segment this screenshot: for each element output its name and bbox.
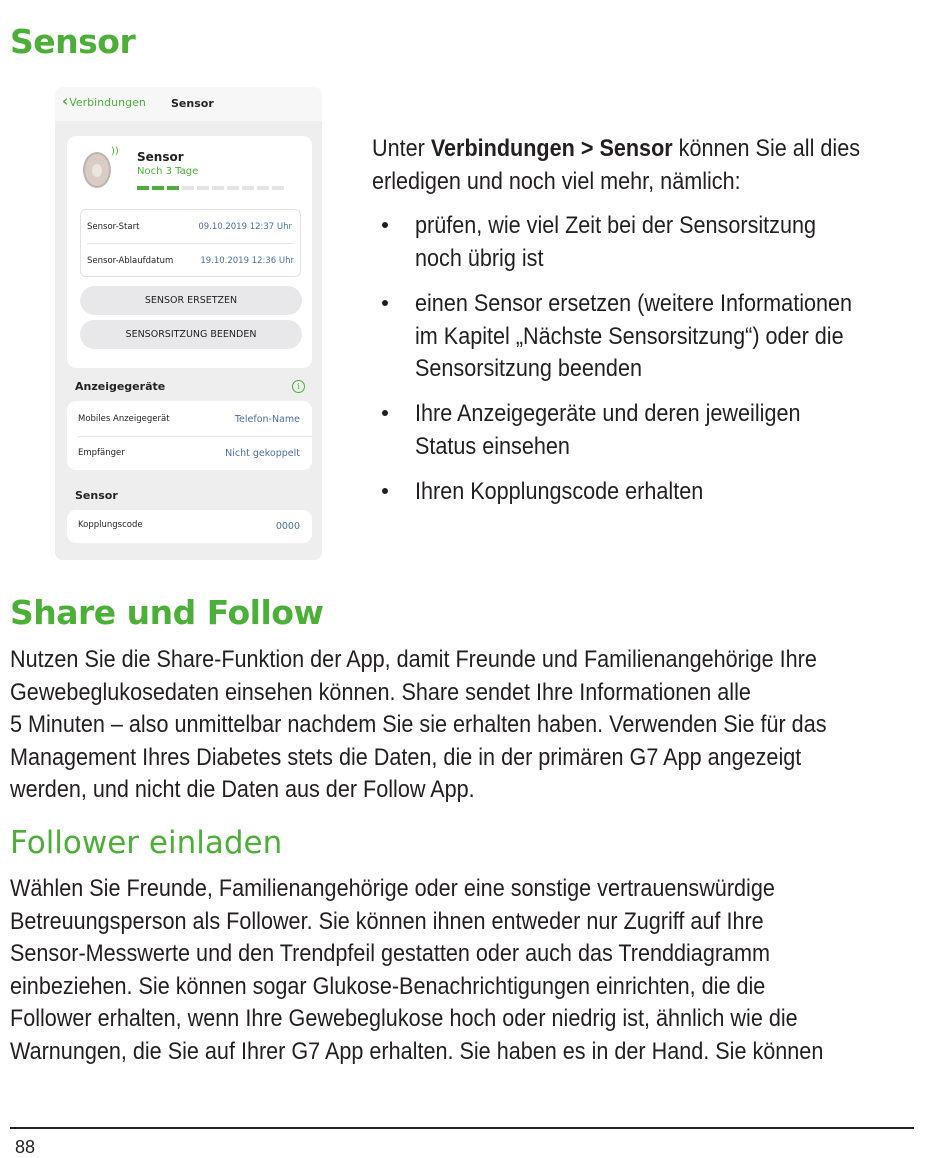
display-devices-heading: Anzeigegeräte [75, 380, 166, 393]
mobile-device-label: Mobiles Anzeigegerät [78, 414, 170, 424]
divider [78, 436, 312, 437]
heading-sensor: Sensor [10, 22, 136, 61]
info-icon[interactable]: i [292, 380, 305, 393]
end-session-button[interactable]: SENSORSITZUNG BEENDEN [80, 320, 302, 349]
paragraph-line: Follower erhalten, wenn Ihre Gewebeglukose hoch oder niedrig ist, ähnlich wie die [10, 1005, 798, 1032]
intro-line-2: erledigen und noch viel mehr, nämlich: [372, 167, 741, 195]
follower-paragraph [10, 873, 847, 1068]
list-item-text: Ihren Kopplungscode erhalten [415, 478, 704, 505]
paragraph-line: Wählen Sie Freunde, Familienangehörige oder eine sonstige vertrauenswürdige [10, 875, 775, 902]
signal-icon: )) [111, 146, 119, 157]
share-paragraph [10, 644, 847, 807]
progress-segment [182, 186, 194, 190]
nav-title: Sensor [171, 97, 214, 110]
back-label: Verbindungen [69, 96, 146, 109]
sensor-section-heading: Sensor [75, 489, 118, 502]
list-item-text: einen Sensor ersetzen (weitere Informationen [415, 290, 853, 317]
pairing-card [67, 510, 312, 543]
receiver-label: Empfänger [78, 448, 125, 458]
paragraph-line: werden, und nicht die Daten aus der Follow App. [10, 776, 475, 803]
intro-prefix: Unter [372, 135, 431, 162]
list-item-text: Ihre Anzeigegeräte und deren jeweiligen [415, 400, 801, 427]
progress-segment [167, 186, 179, 190]
pairing-code-label: Kopplungscode [78, 520, 143, 530]
receiver-value[interactable]: Nicht gekoppelt [225, 448, 300, 459]
heading-share-follow: Share und Follow [10, 593, 324, 632]
sensor-device-icon [83, 152, 111, 188]
bullet-icon [382, 410, 388, 416]
progress-segment [257, 186, 269, 190]
progress-segment [212, 186, 224, 190]
sensor-card [67, 136, 312, 368]
paragraph-line: einbeziehen. Sie können sogar Glukose-Benachrichtigungen einrichten, die die [10, 972, 766, 1000]
replace-sensor-button[interactable]: SENSOR ERSETZEN [80, 286, 302, 315]
bullet-icon [382, 300, 388, 306]
paragraph-line: Warnungen, die Sie auf Ihrer G7 App erhalten. Sie haben es in der Hand. Sie können [10, 1037, 824, 1065]
sensor-expiry-label: Sensor-Ablaufdatum [87, 256, 174, 266]
divider [87, 243, 294, 244]
progress-segment [152, 186, 164, 190]
paragraph-line: Betreuungsperson als Follower. Sie können ihnen entweder nur Zugriff auf Ihre [10, 907, 764, 935]
progress-segment [272, 186, 284, 190]
sensor-start-value: 09.10.2019 12:37 Uhr [198, 222, 292, 232]
sensor-days-remaining: Noch 3 Tage [137, 166, 199, 177]
bullet-icon [382, 488, 388, 494]
sensor-info-box [80, 209, 301, 277]
sensor-name: Sensor [137, 150, 184, 164]
progress-segment [137, 186, 149, 190]
progress-segment [242, 186, 254, 190]
list-item-text: Sensorsitzung beenden [415, 355, 642, 382]
intro-suffix: können Sie all dies [672, 135, 861, 162]
mobile-device-value[interactable]: Telefon-Name [234, 414, 300, 425]
list-item-text: im Kapitel „Nächste Sensorsitzung“) oder die [415, 322, 844, 350]
paragraph-line: 5 Minuten – also unmittelbar nachdem Sie sie erhalten haben. Verwenden Sie für das [10, 711, 827, 738]
progress-segment [227, 186, 239, 190]
pairing-code-value: 0000 [275, 521, 300, 532]
intro-bold-path: Verbindungen > Sensor [430, 135, 673, 162]
nav-bar [55, 87, 322, 121]
app-screenshot [55, 87, 322, 560]
heading-follower: Follower einladen [10, 825, 283, 861]
paragraph-line: Gewebeglukosedaten einsehen können. Share sendet Ihre Informationen alle [10, 678, 751, 706]
display-devices-card [67, 401, 312, 470]
list-item-text: noch übrig ist [415, 244, 544, 272]
list-item-text: Status einsehen [415, 432, 570, 460]
sensor-start-label: Sensor-Start [87, 222, 140, 232]
bullet-icon [382, 222, 388, 228]
page-number: 88 [15, 1137, 36, 1157]
paragraph-line: Nutzen Sie die Share-Funktion der App, damit Freunde und Familienangehörige Ihre [10, 646, 817, 673]
sensor-expiry-value: 19.10.2019 12:36 Uhr [200, 256, 294, 266]
paragraph-line: Sensor-Messwerte und den Trendpfeil gestatten oder auch das Trenddiagramm [10, 940, 771, 967]
back-link[interactable] [62, 92, 146, 110]
list-item-text: prüfen, wie viel Zeit bei der Sensorsitzung [415, 212, 817, 239]
sensor-intro [372, 133, 860, 198]
progress-segment [197, 186, 209, 190]
paragraph-line: Management Ihres Diabetes stets die Daten, die in der primären G7 App angezeigt [10, 743, 802, 771]
intro-line-1 [372, 133, 860, 166]
footer-rule [10, 1127, 914, 1129]
chevron-left-icon: ‹ [62, 92, 69, 110]
